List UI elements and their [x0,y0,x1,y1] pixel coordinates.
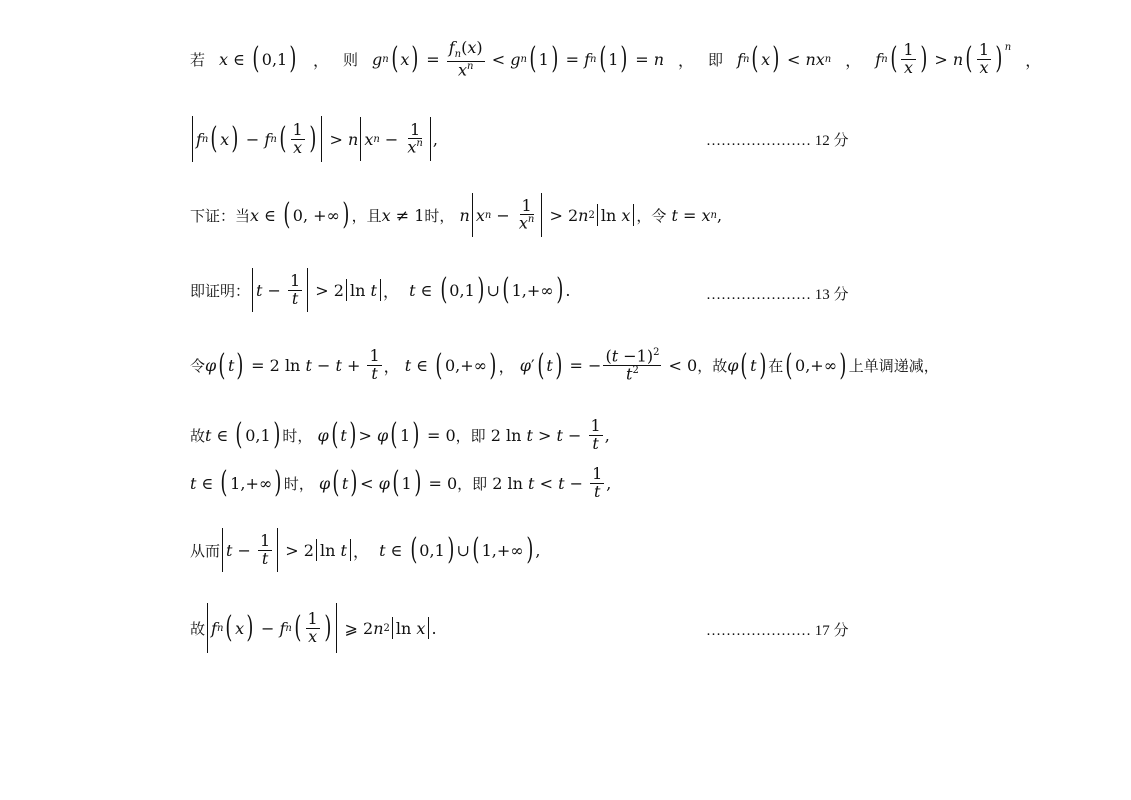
math-line-8: 从而 t − $\frac{1}{t}$ > 2 ln t ， t ∈ ( 0,1 ) ∪ ( 1,+∞ ) , [190,528,540,572]
text-jizhengming: 即证明： [190,281,251,300]
text-ji: 即 [708,50,724,69]
score-17: ………………… 17 分 [706,623,849,639]
text-ji3: ，即 [457,474,488,493]
text-qie: ，且 [351,206,382,225]
text-shi2: 时， [282,426,313,445]
text-ze: 则 [342,50,358,69]
score-13: ………………… 13 分 [706,287,849,303]
text-ruo: 若 [190,50,206,69]
math-line-2: f n ( x ) − f n ( $\frac{1}{x}$ ) > n x n − $\frac{1}{x^n}$ , [190,116,438,162]
text-ji2: ，即 [455,426,486,445]
math-line-1: 若 x ∈ ( 0,1 ) ， 则 g n ( x ) = $\frac{f_n(x)}{x^n}$ < g n ( 1 ) = f n ( 1 ) = n ， 即 f n ( x ) < nx n ， f n ( $\frac{1}{x}$ ) > n ( $\frac{1}{x}$ ) $^n$ ， [190,38,1042,80]
text-gu: 故 [190,426,206,445]
text-xiazheng: 下证：当 [190,206,251,225]
text-shi3: 时， [283,474,314,493]
math-line-9: 故 f n ( x ) − f n ( $\frac{1}{x}$ ) ⩾ 2 n 2 ln x . [190,603,437,653]
math-line-5: 令 φ ( t ) = 2 ln t − t + $\frac{1}{t}$ ， t ∈ ( 0,+∞ ) ， φ ′ ( t ) = − $\frac{(t -1)^2}{t^2}$ < 0 ，故 φ ( t ) 在 ( 0,+∞ ) 上单调递减， [190,346,939,384]
text-conger: 从而 [190,541,221,560]
text-dandiao: 上单调递减， [848,357,939,376]
math-line-3: 下证：当 x ∈ ( 0, +∞ ) ，且 x ≠ 1 时， n x n − $\frac{1}{x^n}$ > 2 n 2 ln x ，令 t = x n , [190,193,722,237]
text-gu2: 故 [190,619,206,638]
text-shi: 时， [424,206,455,225]
score-12: ………………… 12 分 [706,133,849,149]
math-line-7: t ∈ ( 1,+∞ ) 时， φ ( t ) < φ ( 1 ) = 0 ，即 2 ln t < t − $\frac{1}{t}$ , [190,464,612,501]
fraction: $\frac{f_n(x)}{x^n}$ [448,38,483,80]
text-zai: 在 [768,357,784,376]
text-guzai: ，故 [697,357,728,376]
text-ling1: ，令 [636,206,667,225]
math-line-6: 故 t ∈ ( 0,1 ) 时， φ ( t ) > φ ( 1 ) = 0 ，即 2 ln t > t − $\frac{1}{t}$ , [190,416,610,453]
text-ling: 令 [190,357,206,376]
math-line-4: 即证明： t − $\frac{1}{t}$ > 2 ln t ， t ∈ ( 0,1 ) ∪ ( 1,+∞ ) . [190,268,570,312]
